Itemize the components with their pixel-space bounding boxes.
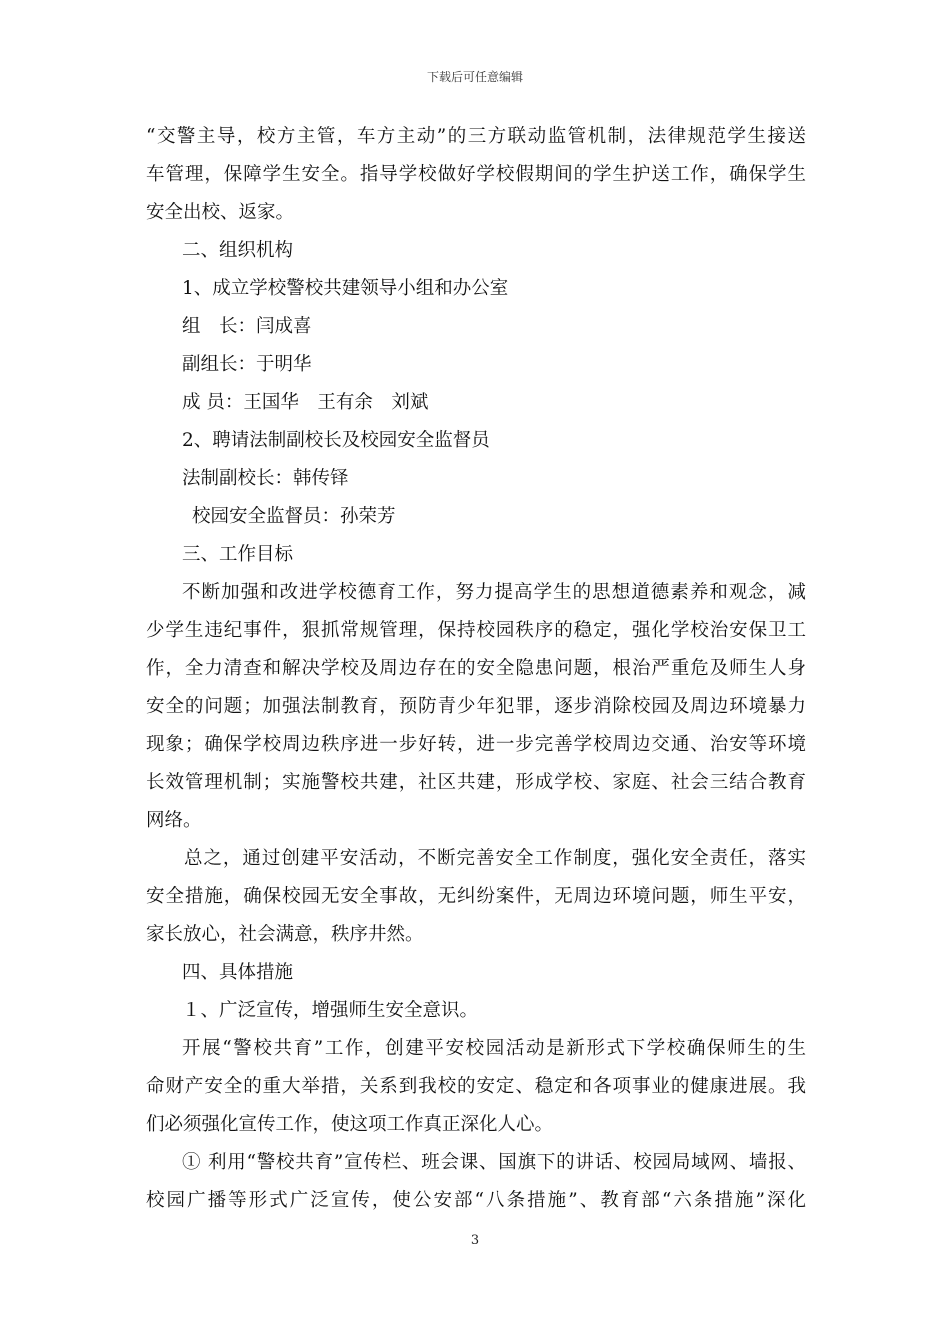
text-line: 命财产安全的重大举措，关系到我校的安定、稳定和各项事业的健康进展。我 xyxy=(146,1076,806,1097)
text-line: 作，全力清查和解决学校及周边存在的安全隐患问题，根治严重危及师生人身 xyxy=(146,658,806,679)
text-line: 少学生违纪事件，狠抓常规管理，保持校园秩序的稳定，强化学校治安保卫工 xyxy=(146,620,806,641)
text-line: 总之，通过创建平安活动，不断完善安全工作制度，强化安全责任，落实 xyxy=(184,848,806,869)
text-line: 校园安全监督员：孙荣芳 xyxy=(192,506,396,527)
text-line: 校园广播等形式广泛宣传，使公安部“八条措施”、教育部“六条措施”深化 xyxy=(146,1190,806,1211)
text-line: 安全措施，确保校园无安全事故，无纠纷案件，无周边环境问题，师生平安， xyxy=(146,886,806,907)
text-line: 三、工作目标 xyxy=(182,544,294,565)
text-line: 车管理，保障学生安全。指导学校做好学校假期间的学生护送工作，确保学生 xyxy=(146,164,806,185)
text-line: １、广泛宣传，增强师生安全意识。 xyxy=(182,1000,479,1021)
text-line: 2、聘请法制副校长及校园安全监督员 xyxy=(182,430,490,451)
text-line: 1、成立学校警校共建领导小组和办公室 xyxy=(182,278,509,299)
text-line: 不断加强和改进学校德育工作，努力提高学生的思想道德素养和观念，减 xyxy=(182,582,806,603)
text-line: 家长放心，社会满意，秩序井然。 xyxy=(146,924,424,945)
text-line: 成 员：王国华 王有余 刘斌 xyxy=(182,392,429,413)
text-line: 法制副校长：韩传铎 xyxy=(182,468,349,489)
text-line: 开展“警校共育”工作，创建平安校园活动是新形式下学校确保师生的生 xyxy=(182,1038,806,1059)
document-body xyxy=(146,118,806,1220)
text-line: 安全出校、返家。 xyxy=(146,202,295,223)
text-line: 们必须强化宣传工作，使这项工作真正深化人心。 xyxy=(146,1114,554,1135)
text-line: 四、具体措施 xyxy=(182,962,294,983)
text-line: ① 利用“警校共育”宣传栏、班会课、国旗下的讲话、校园局域网、墙报、 xyxy=(182,1152,806,1173)
text-line: 网络。 xyxy=(146,810,202,831)
text-line: 组 长：闫成喜 xyxy=(182,316,312,337)
text-line: 副组长：于明华 xyxy=(182,354,312,375)
page-number: 3 xyxy=(470,1233,480,1248)
text-line: 安全的问题；加强法制教育，预防青少年犯罪，逐步消除校园及周边环境暴力 xyxy=(146,696,806,717)
text-line: 现象；确保学校周边秩序进一步好转，进一步完善学校周边交通、治安等环境 xyxy=(146,734,806,755)
text-line: 二、组织机构 xyxy=(182,240,294,261)
text-line: “交警主导，校方主管，车方主动”的三方联动监管机制，法律规范学生接送 xyxy=(146,126,806,147)
text-line: 长效管理机制；实施警校共建，社区共建，形成学校、家庭、社会三结合教育 xyxy=(146,772,806,793)
page-header: 下载后可任意编辑 xyxy=(426,70,523,84)
